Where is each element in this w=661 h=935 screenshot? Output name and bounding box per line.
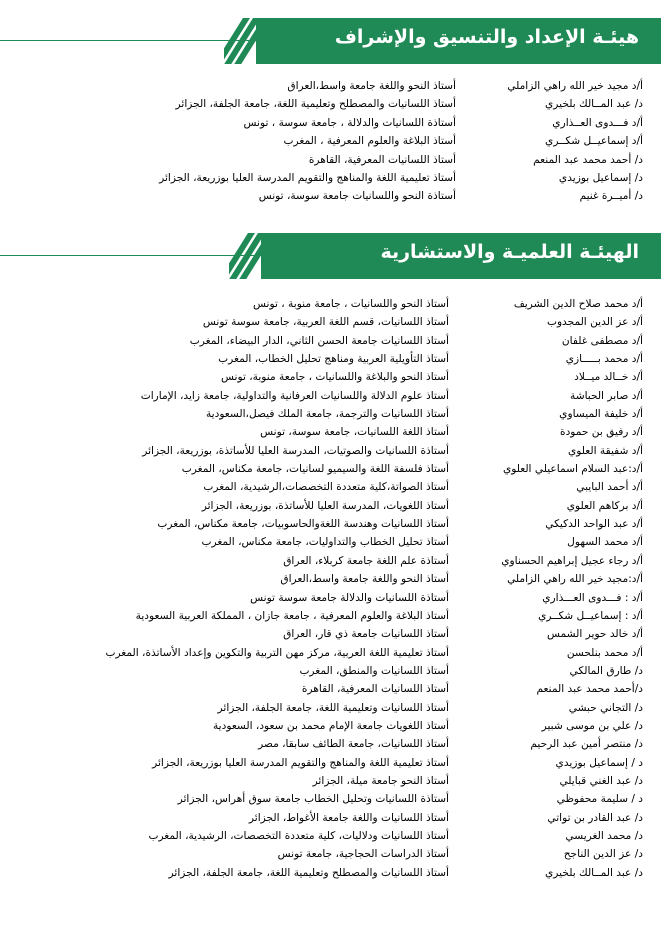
member-name: د/ أميــرة غنيم: [579, 190, 643, 203]
member-name: د/ عبد المــالك بلخيري: [545, 866, 643, 879]
member-affiliation: أستاذ النحو جامعة ميلة، الجزائر: [312, 774, 449, 787]
member-affiliation: أستاذ البلاغة والعلوم المعرفية ، جامعة جازان ، المملكة العربية السعودية: [135, 609, 449, 622]
list-item: [0, 534, 661, 552]
list-item: [0, 461, 661, 479]
section-banner: [256, 18, 661, 64]
member-name: أ/د : إسماعيــل شكــري: [538, 609, 643, 622]
member-name: د/ عز الدين الناجح: [563, 848, 643, 861]
list-item: [0, 498, 661, 516]
list-item: [0, 626, 661, 644]
member-affiliation: أستاذ اللسانيات والمصطلح وتعليمية اللغة، جامعة الجلفة، الجزائر: [168, 866, 449, 879]
member-name: د/ منتصر أمين عبد الرحيم: [530, 738, 643, 751]
section-title: الهيئـة العلميـة والاستشارية: [380, 241, 639, 263]
list-item: [0, 296, 661, 314]
list-item: [0, 188, 661, 206]
member-affiliation: أستاذ النحو واللغة جامعة واسط،العراق: [287, 80, 456, 92]
member-affiliation: أستاذة اللسانيات والدلالة ، جامعة سوسة ، تونس: [243, 116, 456, 129]
member-affiliation: أستاذ اللسانيات والترجمة، جامعة الملك فيصل،السعودية: [205, 408, 449, 421]
list-item: [0, 369, 661, 387]
member-affiliation: أستاذ النحو والبلاغة واللسانيات ، جامعة منوبة، تونس: [221, 371, 449, 384]
member-affiliation: أستاذ علوم الدلالة واللسانيات العرفانية والتداولية، جامعة زايد، الإمارات: [140, 389, 449, 402]
list-item: [0, 571, 661, 589]
member-name: د/ إسماعيل بوزيدي: [558, 171, 643, 184]
member-affiliation: أستاذ تعليمية اللغة العربية، مركز مهن التربية والتكوين وإعداد الأساتذة، المغرب: [105, 646, 449, 659]
section-divider: [0, 40, 256, 41]
member-affiliation: أستاذة اللسانيات والدلالة جامعة سوسة تونس: [250, 591, 449, 604]
member-affiliation: أستاذ فلسفة اللغة والسيميو لسانيات، جامعة مكناس، المغرب: [181, 463, 449, 476]
member-name: أ/د رجاء عجيل إبراهيم الحسناوي: [501, 554, 643, 567]
list-item: [0, 516, 661, 534]
member-name: أ/د : فـــدوى العـــذاري: [542, 591, 643, 604]
list-item: [0, 828, 661, 846]
list-item: [0, 608, 661, 626]
member-affiliation: أستاذة علم اللغة جامعة كربلاء، العراق: [283, 554, 449, 567]
member-affiliation: أستاذ الصواتة،كلية متعددة التخصصات،الرشيدية، المغرب: [203, 481, 449, 494]
banner-stripes: [229, 233, 263, 279]
list-item: [0, 333, 661, 351]
list-item: [0, 553, 661, 571]
section-divider: [0, 255, 261, 256]
member-name: أ/د محمد بـــــازي: [565, 353, 643, 366]
section-title: هيئـة الإعداد والتنسيق والإشراف: [334, 26, 639, 48]
member-affiliation: أستاذة اللسانيات وتحليل الخطاب جامعة سوق أهراس، الجزائر: [177, 793, 449, 806]
member-affiliation: أستاذ اللغويات، المدرسة العليا للأساتذة، بوزريعة، الجزائر: [201, 499, 449, 512]
member-affiliation: أستاذ اللسانيات المعرفية، القاهرة: [308, 153, 456, 166]
member-list: [0, 78, 661, 207]
list-item: [0, 865, 661, 883]
member-name: د/ عبد القادر بن تواتي: [547, 811, 643, 824]
list-item: [0, 351, 661, 369]
member-name: أ/د شفيقة العلوي: [568, 444, 643, 457]
member-affiliation: أستاذ اللسانيات والمنطق، المغرب: [299, 664, 449, 677]
member-affiliation: أستاذ النحو واللغة جامعة واسط،العراق: [280, 573, 449, 586]
member-name: أ/د فـــدوى العــذاري: [552, 116, 643, 129]
member-name: د/ طارق المالكي: [569, 664, 643, 677]
member-name: أ/د:مجيد خير الله راهي الزاملي: [507, 573, 643, 586]
member-affiliation: أستاذ اللسانيات، قسم اللغة العربية، جامعة سوسة تونس: [202, 316, 449, 329]
list-item: [0, 170, 661, 188]
list-item: [0, 645, 661, 663]
member-affiliation: أستاذ التأويلية العربية ومناهج تحليل الخطاب، المغرب: [218, 353, 449, 366]
list-item: [0, 810, 661, 828]
member-name: أ/د عبد الواحد الدكيكي: [545, 518, 643, 531]
member-affiliation: أستاذ النحو واللسانيات ، جامعة منوبة ، تونس: [253, 298, 449, 310]
member-affiliation: أستاذ اللسانيات وتعليمية اللغة، جامعة الجلفة، الجزائر: [217, 701, 449, 714]
member-name: د/ التجاني حبشي: [568, 701, 643, 714]
member-name: أ/د مجيد خير الله راهي الزاملي: [507, 80, 643, 92]
list-item: [0, 791, 661, 809]
member-affiliation: أستاذ تعليمية اللغة والمناهج والتقويم المدرسة العليا بوزريعة، الجزائر: [159, 171, 456, 184]
member-affiliation: أستاذ اللسانيات ودلاليات، كلية متعددة التخصصات، الرشيدية، المغرب: [148, 829, 449, 842]
member-affiliation: أستاذ اللسانيات، جامعة الطائف سابقا، مصر: [258, 738, 449, 751]
member-affiliation: أستاذة اللسانيات والصوتيات، المدرسة العليا للأساتذة، بوزريعة، الجزائر: [142, 444, 449, 457]
list-item: [0, 846, 661, 864]
member-name: أ/د محمد بنلحسن: [566, 646, 643, 659]
member-name: أ/د عز الدين المجدوب: [546, 316, 643, 329]
member-name: د/ عبد المــالك بلخيري: [545, 98, 643, 111]
list-item: [0, 314, 661, 332]
member-name: أ/د:عبد السلام اسماعيلي العلوي: [502, 463, 643, 476]
list-item: [0, 755, 661, 773]
member-name: د/ علي بن موسى شبير: [541, 719, 643, 732]
member-affiliation: أستاذ اللسانيات جامعة الحسن الثاني، الدار البيضاء، المغرب: [189, 334, 449, 347]
list-item: [0, 700, 661, 718]
list-item: [0, 115, 661, 133]
member-name: أ/د رفيق بن حمودة: [560, 426, 643, 439]
member-name: د/ عبد الغني قبايلي: [559, 774, 643, 787]
member-name: د/أحمد محمد عبد المنعم: [536, 683, 643, 696]
list-item: [0, 479, 661, 497]
member-name: أ/د خليفة الميساوي: [559, 408, 643, 421]
list-item: [0, 590, 661, 608]
list-item: [0, 406, 661, 424]
list-item: [0, 133, 661, 151]
member-affiliation: أستاذ اللسانيات المعرفية، القاهرة: [301, 683, 449, 696]
list-item: [0, 443, 661, 461]
list-item: [0, 424, 661, 442]
member-name: د / إسماعيل بوزيدي: [555, 756, 643, 769]
member-affiliation: أستاذ تعليمية اللغة والمناهج والتقويم المدرسة العليا بوزريعة، الجزائر: [152, 756, 449, 769]
member-name: د/ أحمد محمد عبد المنعم: [533, 153, 643, 166]
list-item: [0, 718, 661, 736]
member-name: أ/د صابر الحباشة: [570, 389, 643, 402]
list-item: [0, 78, 661, 96]
member-affiliation: أستاذ اللسانيات جامعة ذي قار، العراق: [283, 628, 449, 641]
member-affiliation: أستاذ اللغويات جامعة الإمام محمد بن سعود، السعودية: [213, 719, 449, 732]
member-affiliation: أستاذة النحو واللسانيات جامعة سوسة، تونس: [258, 190, 456, 203]
member-affiliation: أستاذ الدراسات الحجاجية، جامعة تونس: [277, 848, 449, 861]
banner-stripes: [224, 18, 258, 64]
member-name: أ/د محمد صلاح الدين الشريف: [513, 298, 643, 310]
member-affiliation: أستاذ اللسانيات والمصطلح وتعليمية اللغة، جامعة الجلفة، الجزائر: [175, 98, 456, 111]
list-item: [0, 388, 661, 406]
member-name: أ/د مصطفى غلفان: [561, 334, 643, 347]
member-name: أ/د أحمد البايبي: [576, 481, 643, 494]
member-name: أ/د إسماعيــل شكــري: [545, 135, 643, 148]
member-name: د/ محمد الغريسي: [565, 829, 643, 842]
member-name: أ/د خــالد ميــلاد: [574, 371, 643, 384]
member-name: أ/د خالد حوير الشمس: [547, 628, 643, 641]
list-item: [0, 681, 661, 699]
member-name: أ/د محمد السهول: [567, 536, 643, 549]
member-affiliation: أستاذ اللسانيات وهندسة اللغةوالحاسوبيات، جامعة مكناس، المغرب: [157, 518, 449, 531]
member-affiliation: أستاذ البلاغة والعلوم المعرفية ، المغرب: [283, 135, 456, 148]
list-item: [0, 773, 661, 791]
member-affiliation: أستاذ تحليل الخطاب والتداوليات، جامعة مكناس، المغرب: [201, 536, 449, 549]
list-item: [0, 736, 661, 754]
list-item: [0, 663, 661, 681]
list-item: [0, 96, 661, 114]
member-name: أ/د بركاهم العلوي: [566, 499, 643, 512]
member-name: د / سليمة محفوظي: [556, 793, 643, 806]
list-item: [0, 152, 661, 170]
member-affiliation: أستاذ اللسانيات واللغة جامعة الأغواط، الجزائر: [248, 811, 449, 824]
member-affiliation: أستاذ اللغة اللسانيات، جامعة سوسة، تونس: [260, 426, 449, 439]
member-list: [0, 296, 661, 883]
section-banner: [261, 233, 661, 279]
